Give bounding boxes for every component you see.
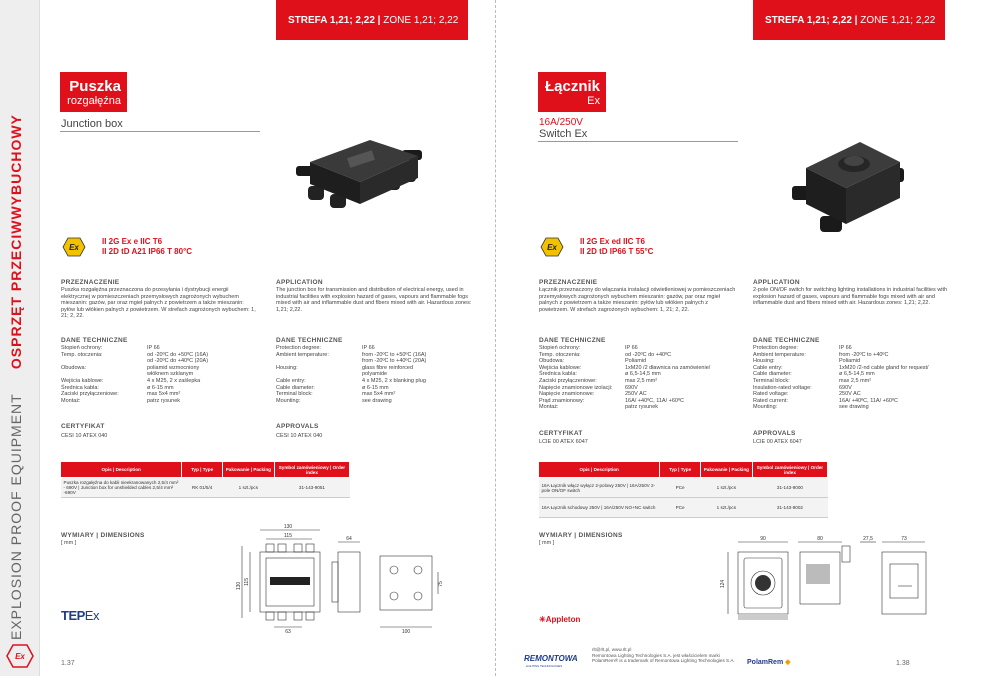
table-cell-pack: 1 szt./pcs: [700, 478, 752, 498]
spec-value: see drawing: [839, 404, 869, 411]
spec-row: [539, 358, 744, 365]
spec-value: from -20ºC to +40ºC: [839, 351, 889, 358]
ex-code: II 2D tD IP66 T 55°C: [580, 247, 654, 256]
ex-atex-icon: [62, 237, 86, 257]
spec-value: ø 6,5-14,5 mm: [625, 371, 661, 378]
divider: [538, 141, 738, 142]
purpose-heading-pl: PRZEZNACZENIE: [539, 279, 598, 286]
spec-label: Zaciski przyłączeniowe:: [61, 391, 119, 398]
spec-label: Stopień ochrony:: [61, 345, 103, 351]
spec-row: [753, 358, 953, 365]
dim-label: 63: [285, 629, 291, 634]
spec-value: 250V AC: [839, 391, 861, 398]
spec-row: [276, 398, 476, 405]
sidebar-text-bold: OSPRZĘT PRZECIWWYBUCHOWY: [8, 114, 24, 370]
spec-row: [539, 398, 744, 405]
spec-value: Poliamid: [839, 358, 861, 365]
spec-value: 1xM20 /2 dławnica na zamówienie/: [625, 364, 711, 371]
spec-label: Średnica kabla:: [539, 371, 577, 378]
spec-label: Wejścia kablowe:: [539, 364, 582, 371]
dim-label: 115: [284, 533, 292, 539]
page-number-right: 1.38: [896, 660, 910, 667]
cert-heading-en: APPROVALS: [276, 423, 319, 430]
svg-text:Ex: Ex: [69, 243, 79, 252]
spec-label: Mounting:: [276, 397, 301, 404]
dim-label: 130: [236, 581, 242, 591]
remontowa-logo: REMONTOWA: [524, 654, 578, 663]
zone-banner-left: STREFA 1,21; 2,22 | ZONE 1,21; 2,22: [276, 0, 468, 40]
spec-row: [539, 391, 744, 398]
sidebar: [0, 0, 40, 676]
ex-code: II 2G Ex e IIC T6: [102, 237, 163, 246]
remontowa-logo-sub: LIGHTING TECHNOLOGIES: [526, 664, 563, 668]
product-title-box: [60, 72, 127, 112]
tech-table-en: [753, 345, 953, 411]
tech-table-en: [276, 345, 476, 404]
footer-line2: PolamRem® is a trademark of Remontowa Lighting Technologies S.A.: [592, 658, 735, 664]
dims-unit: [ mm ]: [61, 540, 77, 546]
tech-table-pl: [539, 345, 744, 411]
product-subtitle: Switch Ex: [539, 128, 588, 140]
order-table: [60, 461, 350, 498]
page-gutter: [495, 0, 496, 676]
spec-row: [276, 385, 476, 392]
spec-row: [276, 378, 476, 385]
spec-label: Stopień ochrony:: [539, 345, 581, 351]
spec-label: Housing:: [753, 358, 775, 365]
junction-box-photo: [290, 132, 430, 214]
spec-row: [753, 385, 953, 392]
spec-value: 16A/ +40ºC, 11A/ +60ºC: [839, 397, 898, 404]
spec-label: Ambient temperature:: [276, 351, 329, 358]
spec-row: [61, 345, 261, 352]
dim-label: 124: [720, 579, 726, 589]
spec-label: Montaż:: [61, 397, 81, 404]
purpose-text-en: 2-pole ON/OF switch for switching lighting installations in industrial facilities with explosion hazard of gases, vapours and flammable fogs mixed with air and inflammable dust and fibers mixed with air. Hazardous zones: 1,21; 2,22.: [753, 287, 948, 307]
table-cell-pack: 1 szt./pcs: [700, 498, 752, 518]
spec-label: Protection degree:: [753, 345, 798, 351]
dim-label: 100: [401, 629, 411, 634]
dims-heading: WYMIARY | DIMENSIONS: [539, 532, 623, 539]
spec-row: [61, 352, 261, 365]
spec-value: 250V AC: [625, 391, 647, 398]
spec-label: Housing:: [276, 364, 298, 371]
spec-value: max 5x4 mm²: [147, 391, 181, 398]
spec-value: ø 6-15 mm: [147, 384, 174, 391]
spec-row: [753, 398, 953, 405]
table-row: [539, 498, 828, 518]
spec-label: Cable diameter:: [753, 371, 792, 378]
spec-row: [753, 352, 953, 359]
purpose-text-pl: Łącznik przeznaczony do włączania instalacji oświetleniowej w pomieszczeniach przemysłowych zagrożonych wybuchem mieszanin: gazów, par oraz mgieł palnych z powietrzem a także mieszanin: pyłów lub włókien palnych z powietrzem. W strefach zagrożonych wybuchem: 1, 21; 2, 22.: [539, 287, 736, 313]
spec-label: Cable diameter:: [276, 384, 315, 391]
table-row: [539, 478, 828, 498]
tech-table-pl: [61, 345, 261, 404]
spec-row: [753, 345, 953, 352]
spec-value: IP 66: [839, 345, 852, 351]
spec-label: Temp. otoczenia:: [61, 351, 103, 358]
table-header-cell: Symbol zamówieniowy | Order index: [752, 462, 827, 478]
table-header-cell: Typ | Type: [660, 462, 700, 478]
dim-label: 115: [244, 578, 250, 586]
order-table: [538, 461, 828, 518]
dims-unit: [ mm ]: [539, 540, 555, 546]
spec-value: see drawing: [362, 397, 392, 404]
purpose-heading-en: APPLICATION: [753, 279, 800, 286]
spec-label: Zaciski przyłączeniowe:: [539, 377, 597, 384]
spec-label: Montaż:: [539, 404, 559, 411]
ex-hexagon-icon: [6, 644, 34, 668]
ex-code: II 2D tD A21 IP66 T 80°C: [102, 247, 193, 256]
junction-box-drawing: [220, 522, 445, 634]
spec-label: Temp. otoczenia:: [539, 351, 581, 358]
spec-label: Obudowa:: [61, 364, 87, 371]
spec-label: Obudowa:: [539, 358, 565, 365]
sidebar-title: [8, 114, 24, 640]
spec-row: [753, 371, 953, 378]
tech-heading-en: DANE TECHNICZNE: [753, 337, 820, 344]
tech-heading-en: DANE TECHNICZNE: [276, 337, 343, 344]
spec-label: Ambient temperature:: [753, 351, 806, 358]
spec-label: Mounting:: [753, 404, 778, 411]
table-cell-type: RK 01/5/4: [182, 478, 222, 498]
footer-web: rlt@rlt.pl, www.rlt.pl: [592, 647, 632, 652]
footer-text: [592, 647, 735, 664]
dim-label: 130: [283, 524, 293, 530]
spec-value: IP 66: [625, 345, 638, 351]
spec-label: Rated current:: [753, 397, 788, 404]
spec-value: patrz rysunek: [625, 404, 659, 411]
spec-value: od -20ºC do +50ºC (16A) od -20ºC do +40ºC (20A): [147, 351, 209, 365]
table-cell-type: PCe: [660, 498, 700, 518]
cert-value-pl: LCIE 00 ATEX 6047: [539, 439, 588, 445]
spec-row: [61, 385, 261, 392]
spec-value: 1xM20 /2-nd cable gland for request/: [839, 364, 929, 371]
switch-drawing: [710, 534, 945, 634]
spec-row: [61, 378, 261, 385]
purpose-heading-pl: PRZEZNACZENIE: [61, 279, 120, 286]
spec-row: [539, 404, 744, 411]
spec-label: Napięcie znamionowe izolacji:: [539, 384, 613, 391]
table-cell-desc: 16A Łącznik włącz wyłącz 2-polowy 250V | 16A/250V 2-pole ON/OF switch: [539, 478, 660, 498]
table-cell-index: 31-143-9002: [752, 498, 827, 518]
zone-banner-right: STREFA 1,21; 2,22 | ZONE 1,21; 2,22: [753, 0, 945, 40]
spec-value: 690V: [839, 384, 852, 391]
tech-heading-pl: DANE TECHNICZNE: [61, 337, 128, 344]
cert-heading-pl: CERTYFIKAT: [539, 430, 583, 437]
spec-value: 690V: [625, 384, 638, 391]
cert-value-en: CESI 10 ATEX 040: [276, 433, 323, 439]
spec-label: Napięcie znamionowe:: [539, 391, 595, 398]
table-header-cell: Symbol zamówieniowy | Order index: [274, 462, 349, 478]
table-cell-pack: 1 szt./pcs: [222, 478, 274, 498]
product-title-box: [538, 72, 606, 112]
spec-value: 4 x M25, 2 x zaślepka: [147, 377, 201, 384]
spec-label: Protection degree:: [276, 345, 321, 351]
table-cell-index: 31-143-9051: [274, 478, 349, 498]
spec-value: IP 66: [147, 345, 160, 351]
divider: [60, 131, 260, 132]
spec-value: ø 6-15 mm: [362, 384, 389, 391]
spec-row: [539, 352, 744, 359]
spec-value: max 2,5 mm²: [839, 377, 872, 384]
spec-label: Terminal block:: [753, 377, 790, 384]
cert-value-en: LCIE 00 ATEX 6047: [753, 439, 802, 445]
table-header-cell: Typ | Type: [182, 462, 222, 478]
svg-text:Ex: Ex: [15, 652, 25, 661]
cert-value-pl: CESI 10 ATEX 040: [61, 433, 108, 439]
dim-label: 64: [346, 536, 352, 542]
ex-atex-icon: [540, 237, 564, 257]
spec-label: Cable entry:: [276, 377, 306, 384]
cert-heading-pl: CERTYFIKAT: [61, 423, 105, 430]
dim-label: 75: [438, 581, 444, 587]
purpose-text-pl: Puszka rozgałęźna przeznaczona do przesyłania i dystrybucji energii elektrycznej w pomieszczeniach przemysłowych zagrożonych wybuchem mieszanin: gazów, par oraz mgieł palnych z powietrzem a także mieszanin: pyłów lub włókien palnych z powietrzem. W strefach zagrożonych wybuchem: 1, 21; 2, 22.: [61, 287, 256, 320]
dim-label: 73: [901, 536, 907, 542]
tech-heading-pl: DANE TECHNICZNE: [539, 337, 606, 344]
spec-row: [276, 352, 476, 365]
spec-label: Średnica kabla:: [61, 384, 99, 391]
spec-label: Cable entry:: [753, 364, 783, 371]
purpose-text-en: The junction box for transmission and distribution of electrical energy, used in industrial facilities with explosion hazard of gases, vapours and flammable fogs mixed with air and inflammable dust and fibers mixed with air. Hazardous zones: 1,21; 2,22.: [276, 287, 472, 313]
table-header-cell: Pakowanie | Packing: [700, 462, 752, 478]
spec-row: [753, 404, 953, 411]
product-subtitle: Junction box: [61, 118, 123, 130]
spec-value: 16A/ +40ºC, 11A/ +60ºC: [625, 397, 684, 404]
spec-row: [539, 385, 744, 392]
product-rating: 16A/250V: [539, 117, 583, 128]
switch-photo: [790, 128, 908, 236]
dim-label: 90: [760, 536, 766, 542]
spec-value: max 5x4 mm²: [362, 391, 396, 398]
table-row: [61, 478, 350, 498]
footer-line1: Remontowa Lighting Technologies S.A. jest właścicielem marki: [592, 652, 720, 658]
spec-label: Rated voltage:: [753, 391, 789, 398]
spec-row: [753, 391, 953, 398]
spec-value: glass fibre reinforced polyamide: [362, 364, 414, 378]
spec-value: from -20ºC to +50ºC (16A) from -20ºC to +40ºC (20A): [362, 351, 427, 365]
spec-row: [539, 378, 744, 385]
product-title: Puszka: [69, 78, 121, 95]
spec-value: patrz rysunek: [147, 397, 181, 404]
spec-value: IP 66: [362, 345, 375, 351]
spec-row: [276, 365, 476, 378]
spec-value: max 2,5 mm²: [625, 377, 658, 384]
ex-code: II 2G Ex ed IIC T6: [580, 237, 645, 246]
sidebar-text-normal: EXPLOSION PROOF EQUIPMENT: [8, 393, 24, 640]
svg-text:Ex: Ex: [547, 243, 557, 252]
dim-label: 80: [817, 536, 823, 542]
table-cell-type: PCe: [660, 478, 700, 498]
table-cell-desc: Puszka rozgałęźna do kabli nieekranowanych 2,5/4 mm² - 690V | Junction box for unshielded cables 2,5/4 mm² -690V: [61, 478, 182, 498]
spec-label: Terminal block:: [276, 391, 313, 398]
spec-value: 4 x M25, 2 x blanking plug: [362, 377, 426, 384]
table-cell-index: 31-143-9000: [752, 478, 827, 498]
table-header-cell: Pakowanie | Packing: [222, 462, 274, 478]
table-header-cell: Opis | Description: [61, 462, 182, 478]
spec-value: ø 6,5-14,5 mm: [839, 371, 875, 378]
spec-row: [539, 371, 744, 378]
spec-row: [61, 398, 261, 405]
spec-row: [61, 391, 261, 398]
table-cell-desc: 16A Łącznik schodowy 250V | 16A/250V NO+NC switch: [539, 498, 660, 518]
spec-row: [61, 365, 261, 378]
spec-row: [753, 378, 953, 385]
spec-row: [276, 391, 476, 398]
spec-label: Wejścia kablowe:: [61, 377, 104, 384]
spec-row: [753, 365, 953, 372]
spec-value: poliamid wzmocniony włóknem szklanym: [147, 364, 200, 378]
appleton-logo: ✳Appleton: [539, 615, 581, 624]
product-title-sub: rozgałęźna: [67, 95, 121, 107]
polamrem-logo: PolamRem ◆: [747, 659, 791, 666]
spec-row: [276, 345, 476, 352]
purpose-heading-en: APPLICATION: [276, 279, 323, 286]
spec-label: Prąd znamionowy:: [539, 397, 585, 404]
table-header-cell: Opis | Description: [539, 462, 660, 478]
spec-value: od -20ºC do +40ºC: [625, 351, 672, 358]
cert-heading-en: APPROVALS: [753, 430, 796, 437]
product-title: Łącznik: [544, 78, 600, 95]
spec-row: [539, 345, 744, 352]
page-number-left: 1.37: [61, 660, 75, 667]
spec-value: Poliamid: [625, 358, 647, 365]
spec-label: Insulation-rated voltage:: [753, 384, 812, 391]
tepex-logo: TEPEx: [61, 608, 99, 623]
dim-label: 27,5: [863, 536, 873, 542]
dims-heading: WYMIARY | DIMENSIONS: [61, 532, 145, 539]
product-title-sub: Ex: [587, 95, 600, 107]
